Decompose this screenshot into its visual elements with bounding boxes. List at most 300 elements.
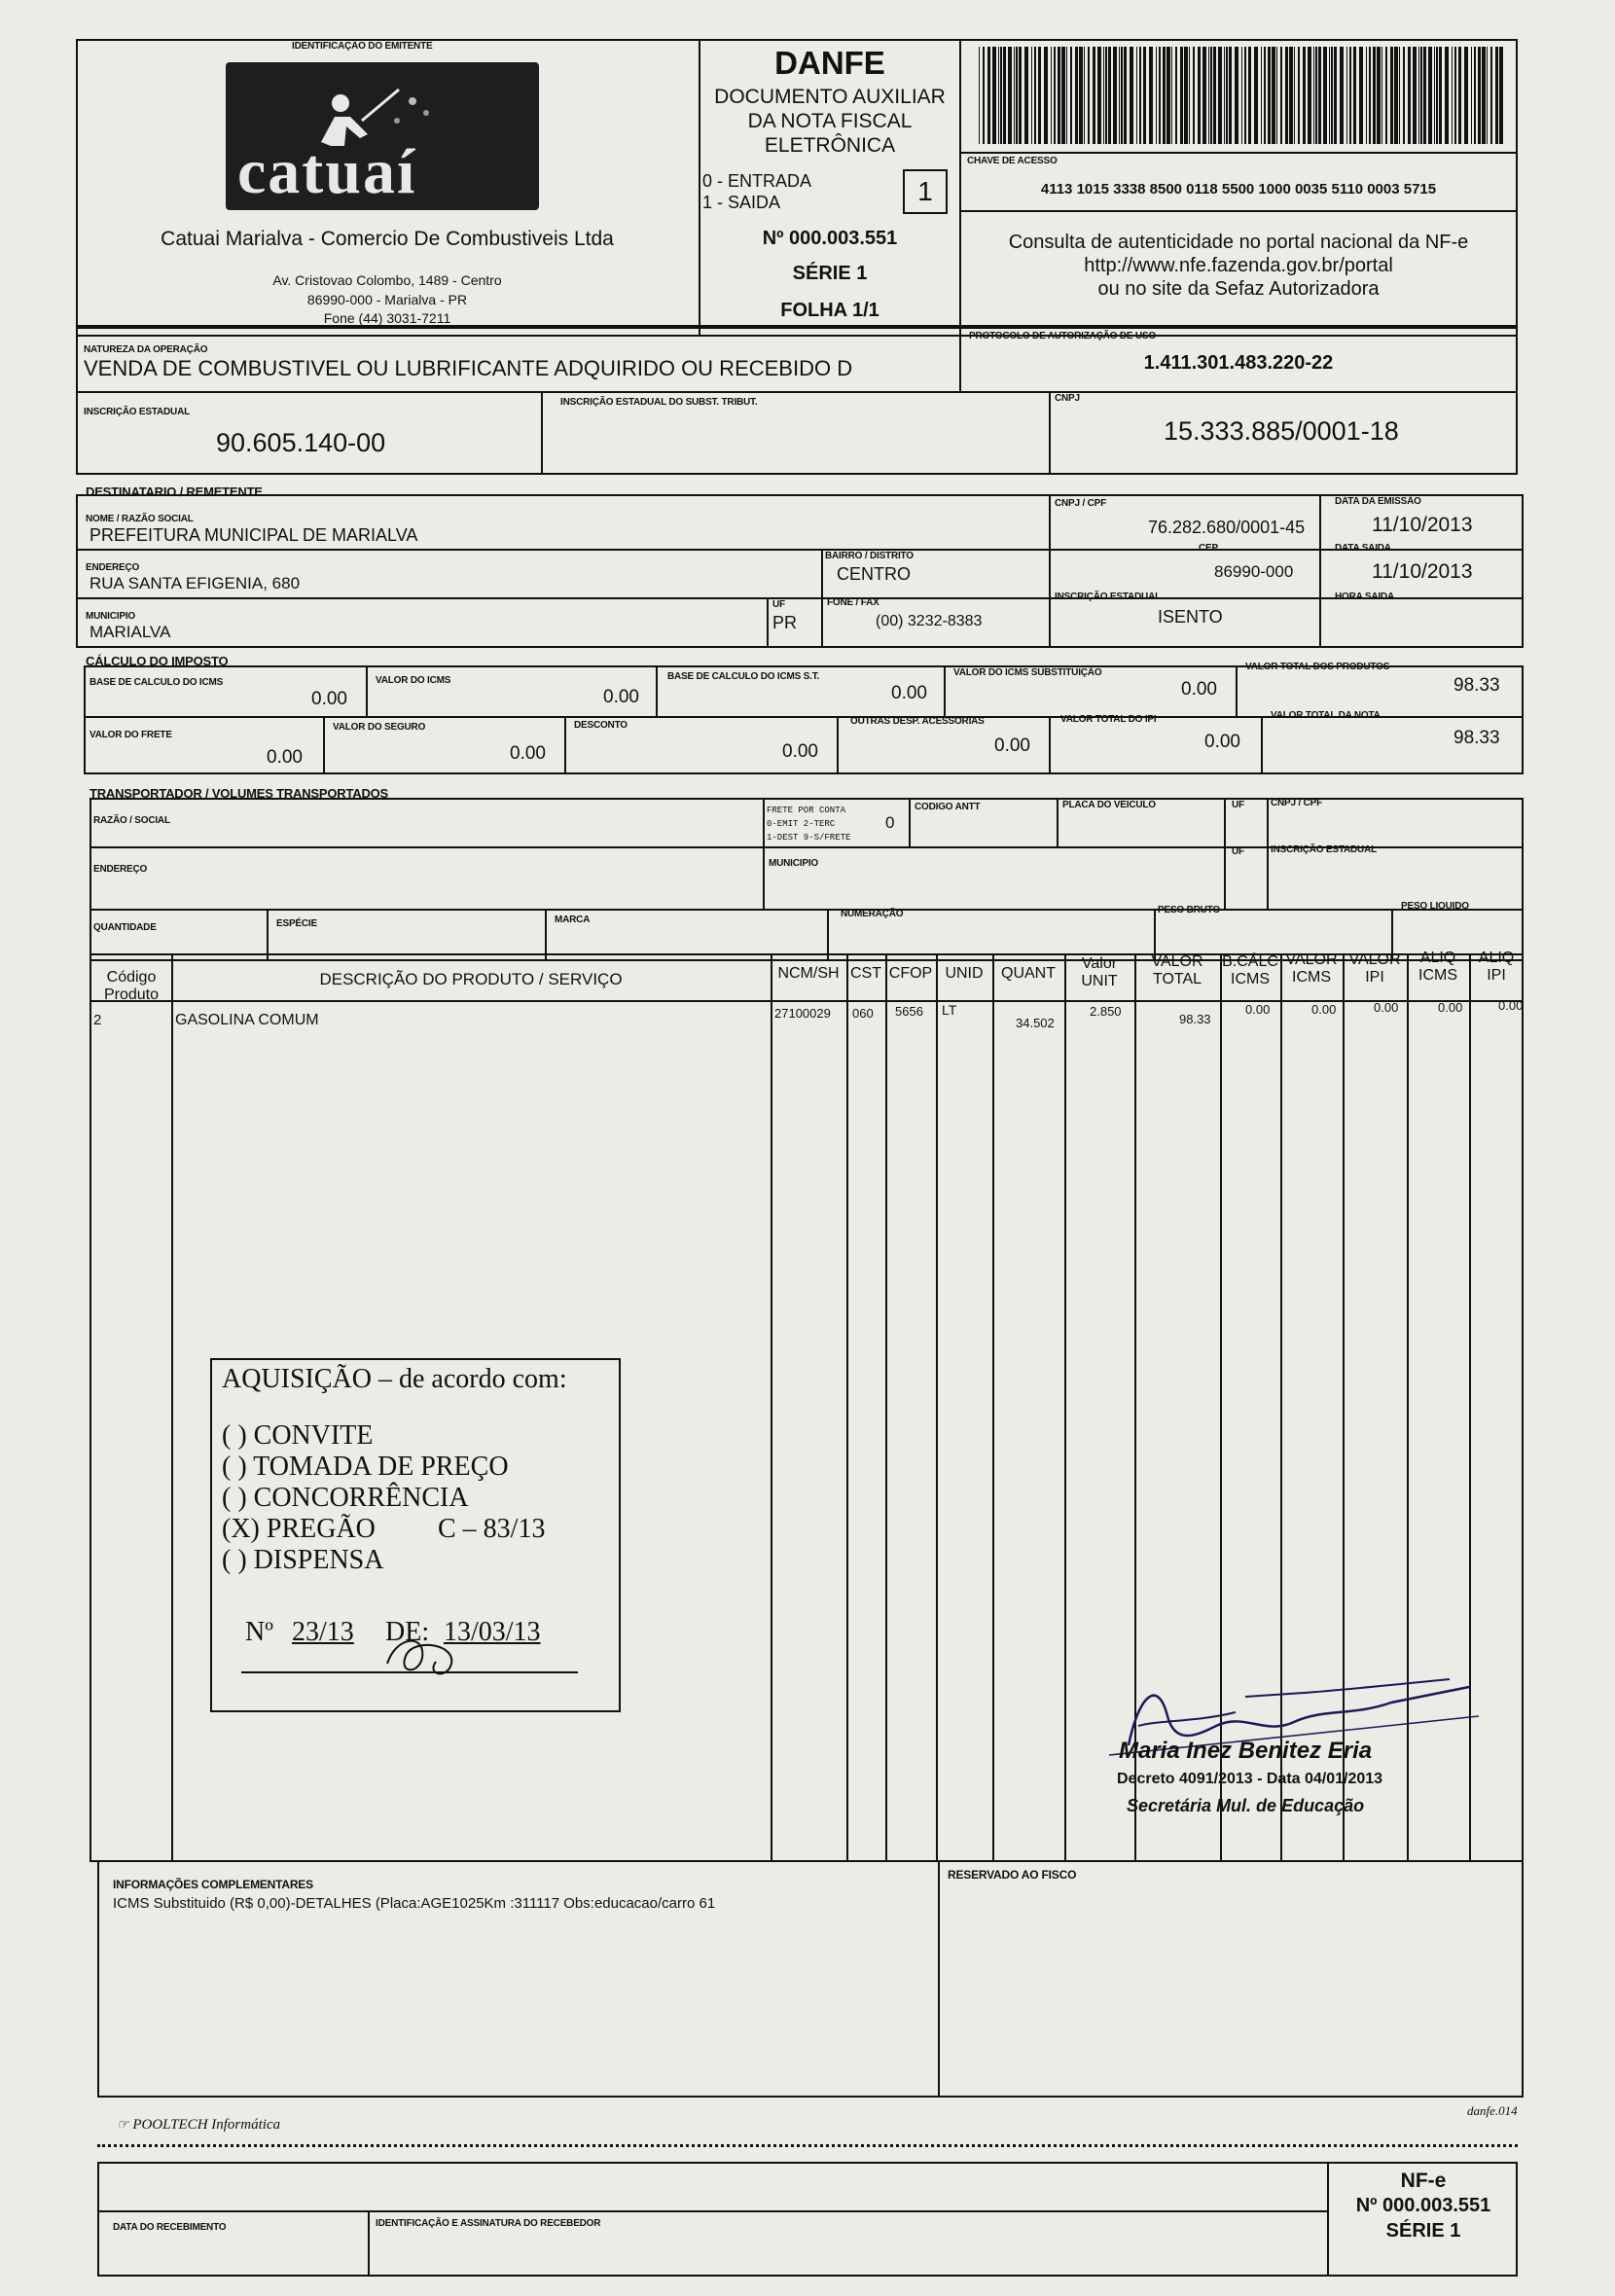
dest-fone-label: FONE / FAX [827,597,879,608]
barcode-bar [1369,47,1371,144]
base-st-label: BASE DE CALCULO DO ICMS S.T. [667,671,820,682]
barcode-bar [1175,47,1177,144]
barcode-bar [1399,47,1400,144]
barcode-bar [1244,47,1246,144]
col-descricao: DESCRIÇÃO DO PRODUTO / SERVIÇO [319,970,623,988]
barcode-bar [1474,47,1476,144]
barcode-bar [1226,47,1228,144]
col-aipi [1469,950,1524,985]
dest-uf: PR [772,613,798,632]
frete-label: VALOR DO FRETE [90,730,172,740]
divider [1049,393,1051,475]
barcode-bar [1482,47,1486,144]
barcode-bar [1471,47,1472,144]
dest-hora-label: HORA SAIDA [1335,592,1394,602]
divider [90,1000,1524,1002]
barcode-bar [1487,47,1488,144]
stamp-tomada: ( ) TOMADA DE PREÇO [222,1452,509,1482]
divider [323,716,325,774]
barcode-bar [1340,47,1344,144]
barcode-bar [1066,47,1067,144]
barcode-bar [1224,47,1225,144]
barcode-bar [1254,47,1258,144]
col-cfop: CFOP [888,965,933,982]
col-vunit [1064,955,1134,990]
ie-label: INSCRIÇÃO ESTADUAL [84,407,190,417]
divider [368,2210,370,2277]
barcode-bar [1229,47,1232,144]
divider [541,393,543,475]
barcode-bar [1408,47,1411,144]
divider [1049,494,1051,648]
barcode-bar [1289,47,1293,144]
barcode-bar [1329,47,1330,144]
barcode-bar [1038,47,1041,144]
barcode-bar [1423,47,1426,144]
transp-municipio-label: MUNICIPIO [769,858,818,869]
cnpj-value: 15.333.885/0001-18 [1164,416,1399,446]
canhoto-nfe-label: NF-e [1400,2170,1447,2192]
row-cst: 060 [852,1006,874,1021]
divider [656,665,658,716]
rubric-icon [368,1625,484,1683]
divider [1261,716,1263,774]
natureza-value: VENDA DE COMBUSTIVEL OU LUBRIFICANTE ADQUIRIDO OU RECEBIDO D [84,356,853,380]
info-text: ICMS Substituido (R$ 0,00)-DETALHES (Placa:AGE1025Km :311117 Obs:educacao/carro 61 [113,1895,716,1912]
barcode-bar [1093,47,1095,144]
total-prod-label: VALOR TOTAL DOS PRODUTOS [1245,662,1390,672]
row-vunit: 2.850 [1090,1004,1122,1019]
total-nota-label: VALOR TOTAL DA NOTA [1271,710,1381,721]
col-codigo-2: Produto [103,987,160,1003]
destinatario-section-label: DESTINATARIO / REMETENTE [86,484,263,499]
divider [767,597,769,648]
emitente-cep: 86990-000 - Marialva - PR [306,292,468,307]
col-divider [771,953,772,1862]
outras: 0.00 [994,735,1030,756]
divider [1224,798,1226,909]
barcode [979,47,1504,144]
pointer-icon: ☞ [117,2118,129,2133]
dest-cep-label: CEP [1199,543,1218,554]
col-bcalc-2: ICMS [1231,971,1270,987]
dest-emissao: 11/10/2013 [1372,514,1473,536]
col-vipi-2: IPI [1365,969,1384,986]
ie-value: 90.605.140-00 [216,428,386,457]
stamp-data: 13/03/13 [444,1617,541,1647]
barcode-bar [1334,47,1337,144]
barcode-bar [1452,47,1453,144]
emitente-section-label: IDENTIFICAÇÃO DO EMITENTE [292,41,433,52]
col-divider [936,953,938,1862]
peso-liquido-label: PESO LIQUIDO [1401,901,1469,912]
form-code: danfe.014 [1467,2103,1518,2118]
col-codigo [90,969,173,1004]
col-vicms-1: VALOR [1285,951,1338,968]
barcode-bar [1385,47,1387,144]
base-st: 0.00 [891,683,927,703]
divider [763,798,765,909]
numeracao-label: NUMERAÇÃO [841,909,904,919]
stamp-pregao: (X) PREGÃO [222,1514,376,1544]
base-icms-label: BASE DE CALCULO DO ICMS [90,677,224,688]
barcode-bar [1390,47,1393,144]
aquisicao-stamp [210,1358,621,1712]
divider [821,549,823,648]
barcode-bar [1136,47,1137,144]
barcode-bar [1323,47,1327,144]
col-aicms-2: ICMS [1418,967,1457,984]
stamp-convite: ( ) CONVITE [222,1420,374,1451]
col-vtotal [1134,953,1220,988]
barcode-bar [983,47,985,144]
divider [1049,716,1051,774]
stamp-de-prefix: DE: [385,1617,430,1647]
col-codigo-1: Código [106,969,157,986]
chave-label: CHAVE DE ACESSO [967,156,1058,166]
barcode-bar [1171,47,1172,144]
dest-saida: 11/10/2013 [1372,560,1473,583]
barcode-bar [1130,47,1133,144]
barcode-bar [1454,47,1456,144]
assinatura-label: IDENTIFICAÇÃO E ASSINATURA DO RECEBEDOR [376,2218,601,2229]
row-cfop: 5656 [895,1004,923,1019]
frete-conta-2: 0-EMIT 2-TERC [767,819,836,829]
divider [699,39,700,335]
ipi-label: VALOR TOTAL DO IPI [1060,714,1157,725]
barcode-bar [1349,47,1351,144]
barcode-bar [1113,47,1117,144]
barcode-bar [1285,47,1288,144]
outras-label: OUTRAS DESP. ACESSORIAS [850,716,985,727]
col-bcalc-1: B.CÁLC [1222,953,1278,970]
consulta-line-3: ou no site da Sefaz Autorizadora [1097,278,1380,300]
barcode-bar [1308,47,1311,144]
consulta-line-2: http://www.nfe.fazenda.gov.br/portal [1084,255,1393,276]
barcode-bar [1156,47,1157,144]
dest-emissao-label: DATA DA EMISSÃO [1335,496,1421,507]
barcode-bar [1280,47,1282,144]
barcode-bar [1159,47,1161,144]
seguro: 0.00 [510,743,546,764]
divider [76,597,1524,599]
barcode-bar [1014,47,1015,144]
divider [909,798,911,846]
col-divider [846,953,848,1862]
row-vicms: 0.00 [1311,1002,1337,1017]
row-quant: 34.502 [1016,1016,1055,1030]
divider [837,716,839,774]
danfe-subtitle-2: DA NOTA FISCAL [747,110,913,132]
barcode-bar [1318,47,1321,144]
barcode-bar [1458,47,1461,144]
info-label: INFORMAÇÕES COMPLEMENTARES [113,1878,313,1891]
protocolo-label: PROTOCOLO DE AUTORIZAÇÃO DE USO [969,331,1156,341]
barcode-bar [1434,47,1435,144]
stamp-concorrencia: ( ) CONCORRÊNCIA [222,1483,469,1513]
row-aicms: 0.00 [1438,1000,1463,1015]
danfe-title: DANFE [774,45,885,81]
total-nota: 98.33 [1454,728,1500,748]
barcode-bar [1264,47,1266,144]
barcode-bar [987,47,990,144]
barcode-bar [1034,47,1036,144]
barcode-bar [1124,47,1127,144]
barcode-bar [1008,47,1012,144]
barcode-bar [1490,47,1492,144]
divider [959,152,1518,154]
barcode-bar [1377,47,1381,144]
col-divider [171,953,173,1862]
col-vipi-1: VALOR [1348,951,1401,968]
natureza-label: NATUREZA DA OPERAÇÃO [84,344,208,355]
canhoto-serie: SÉRIE 1 [1385,2220,1461,2242]
col-vunit-1: Valor [1081,955,1118,972]
barcode-bar [1313,47,1314,144]
dest-bairro: CENTRO [837,564,911,584]
barcode-bar [1024,47,1028,144]
barcode-bar [1051,47,1052,144]
marca-label: MARCA [555,915,591,925]
recebimento-label: DATA DO RECEBIMENTO [113,2222,227,2233]
desconto: 0.00 [782,741,818,762]
col-vtotal-1: VALOR [1151,953,1203,970]
valor-st-label: VALOR DO ICMS SUBSTITUIÇÃO [953,667,1102,678]
frete: 0.00 [267,747,303,768]
danfe-serie: SÉRIE 1 [792,263,868,284]
stamp-numero: 23/13 [292,1617,354,1647]
barcode-bar [1031,47,1032,144]
barcode-bar [1248,47,1251,144]
barcode-bar [1439,47,1442,144]
barcode-bar [1044,47,1048,144]
divider [366,665,368,716]
barcode-bar [1210,47,1212,144]
barcode-bar [1268,47,1271,144]
danfe-tipo-box: 1 [903,169,948,214]
divider [97,2210,1329,2212]
dest-municipio: MARIALVA [90,623,171,641]
divider [564,716,566,774]
barcode-bar [1202,47,1206,144]
barcode-bar [1218,47,1222,144]
barcode-bar [1208,47,1209,144]
barcode-bar [1180,47,1183,144]
barcode-bar [1499,47,1503,144]
barcode-bar [1061,47,1065,144]
danfe-folha: FOLHA 1/1 [780,300,879,321]
fisco-label: RESERVADO AO FISCO [948,1868,1077,1882]
barcode-bar [1193,47,1195,144]
barcode-bar [1436,47,1438,144]
stamp-numero-prefix: Nº [245,1617,273,1647]
transp-cnpj-label: CNPJ / CPF [1271,798,1323,808]
barcode-bar [1418,47,1419,144]
barcode-bar [1394,47,1398,144]
ipi: 0.00 [1204,732,1240,752]
barcode-bar [1478,47,1481,144]
transp-endereco-label: ENDEREÇO [93,864,148,875]
barcode-bar [1189,47,1190,144]
dest-uf-label: UF [772,599,785,610]
stamp-pregao-num: C – 83/13 [438,1514,546,1544]
barcode-bar [1058,47,1060,144]
dest-cnpj: 76.282.680/0001-45 [1148,518,1306,537]
barcode-bar [1346,47,1347,144]
seguro-label: VALOR DO SEGURO [333,722,426,733]
barcode-bar [1184,47,1188,144]
barcode-bar [1166,47,1170,144]
catuai-logo [226,62,539,210]
divider [76,549,1524,551]
barcode-bar [1054,47,1056,144]
dest-endereco: RUA SANTA EFIGENIA, 680 [90,574,301,592]
barcode-bar [1103,47,1104,144]
barcode-bar [1143,47,1146,144]
dest-ie-label: INSCRIÇÃO ESTADUAL [1055,592,1161,602]
antt-label: CODIGO ANTT [915,802,981,812]
barcode-bar [1119,47,1120,144]
emitente-phone: Fone (44) 3031-7211 [323,310,451,326]
dest-bairro-label: BAIRRO / DISTRITO [825,551,914,561]
divider [938,1860,940,2098]
desconto-label: DESCONTO [574,720,628,731]
transportador-section-label: TRANSPORTADOR / VOLUMES TRANSPORTADOS [90,786,389,801]
barcode-bar [1213,47,1216,144]
barcode-bar [1241,47,1242,144]
especie-label: ESPÉCIE [276,918,317,929]
frete-conta-3: 1-DEST 9-S/FRETE [767,833,851,843]
recibo-block [97,2162,1329,2277]
dest-municipio-label: MUNICIPIO [86,611,135,622]
emitente-address: Av. Cristovao Colombo, 1489 - Centro [272,272,502,288]
divider [959,210,1518,212]
barcode-bar [1000,47,1002,144]
barcode-bar [1303,47,1306,144]
row-unid: LT [942,1002,957,1018]
divider [90,909,1524,911]
barcode-bar [1261,47,1262,144]
row-vipi: 0.00 [1374,1000,1399,1015]
dest-nome: PREFEITURA MUNICIPAL DE MARIALVA [90,525,418,545]
barcode-bar [1019,47,1022,144]
barcode-bar [1084,47,1085,144]
row-vtotal: 98.33 [1179,1012,1211,1026]
col-divider [992,953,994,1862]
base-icms: 0.00 [311,689,347,709]
barcode-bar [998,47,999,144]
valor-icms: 0.00 [603,687,639,707]
barcode-bar [1075,47,1078,144]
barcode-bar [1121,47,1123,144]
carimbo-nome: Maria Inez Benitez Eria [1119,1738,1373,1764]
barcode-bar [1294,47,1295,144]
cut-line [97,2144,1518,2147]
barcode-bar [1331,47,1333,144]
barcode-bar [1088,47,1090,144]
col-vipi [1343,951,1407,987]
barcode-bar [1003,47,1006,144]
col-aipi-2: IPI [1487,967,1506,984]
transp-ie-label: INSCRIÇÃO ESTADUAL [1271,844,1377,855]
barcode-bar [1079,47,1083,144]
barcode-bar [1016,47,1018,144]
emitente-name: Catuai Marialva - Comercio De Combustiveis Ltda [161,228,614,250]
barcode-bar [1070,47,1072,144]
valor-st: 0.00 [1181,679,1217,700]
col-vicms-2: ICMS [1292,969,1331,986]
software-name: POOLTECH Informática [132,2117,281,2133]
col-divider [885,953,887,1862]
danfe-subtitle-3: ELETRÔNICA [764,134,896,157]
barcode-bar [1149,47,1153,144]
barcode-bar [1366,47,1367,144]
chave-value: 4113 1015 3338 8500 0118 5500 1000 0035 5110 0003 5715 [1040,181,1437,197]
barcode-bar [992,47,996,144]
cnpj-label: CNPJ [1055,393,1080,404]
quantidade-label: QUANTIDADE [93,922,157,933]
dest-fone: (00) 3232-8383 [876,613,983,629]
dest-saida-label: DATA SAIDA [1335,543,1391,554]
divider [1319,494,1321,648]
dest-endereco-label: ENDEREÇO [86,562,140,573]
row-aipi: 0.00 [1498,998,1524,1013]
col-divider [1064,953,1066,1862]
destinatario-block [76,494,1524,648]
row-bcalc: 0.00 [1245,1002,1271,1017]
total-prod: 98.33 [1454,675,1500,696]
col-aipi-1: ALIQ [1478,950,1515,966]
dest-cep: 86990-000 [1214,562,1294,581]
danfe-subtitle-1: DOCUMENTO AUXILIAR [714,86,946,108]
barcode-bar [1298,47,1300,144]
logo-text: catuaí [237,136,417,207]
barcode-bar [1353,47,1356,144]
col-vtotal-2: TOTAL [1152,971,1202,987]
valor-icms-label: VALOR DO ICMS [376,675,451,686]
col-quant: QUANT [1001,965,1056,982]
stamp-title: AQUISIÇÃO – de acordo com: [222,1364,567,1394]
frete-conta-1: FRETE POR CONTA [767,806,846,815]
carimbo-decreto: Decreto 4091/2013 - Data 04/01/2013 [1117,1771,1383,1787]
barcode-bar [1139,47,1141,144]
transp-uf-label: UF [1232,800,1244,810]
danfe-numero: Nº 000.003.551 [762,228,898,249]
barcode-bar [1428,47,1432,144]
barcode-bar [1413,47,1417,144]
dest-cnpj-label: CNPJ / CPF [1055,498,1107,509]
barcode-bar [1163,47,1166,144]
divider [1236,665,1238,716]
barcode-bar [1403,47,1405,144]
transp-razao-label: RAZÃO / SOCIAL [93,815,170,826]
software-credit [117,2117,280,2134]
barcode-bar [1359,47,1363,144]
barcode-bar [1373,47,1376,144]
barcode-bar [1276,47,1277,144]
col-vunit-2: UNIT [1081,973,1118,989]
barcode-bar [1108,47,1111,144]
consulta-line-1: Consulta de autenticidade no portal nacional da NF-e [1008,232,1469,253]
barcode-bar [1198,47,1201,144]
carimbo-cargo: Secretária Mul. de Educação [1127,1796,1365,1815]
danfe-entrada: 0 - ENTRADA [702,171,812,191]
danfe-saida: 1 - SAIDA [702,193,781,212]
col-vicms [1280,951,1343,987]
divider [1057,798,1059,846]
barcode-bar [1097,47,1101,144]
col-cst: CST [850,965,881,982]
